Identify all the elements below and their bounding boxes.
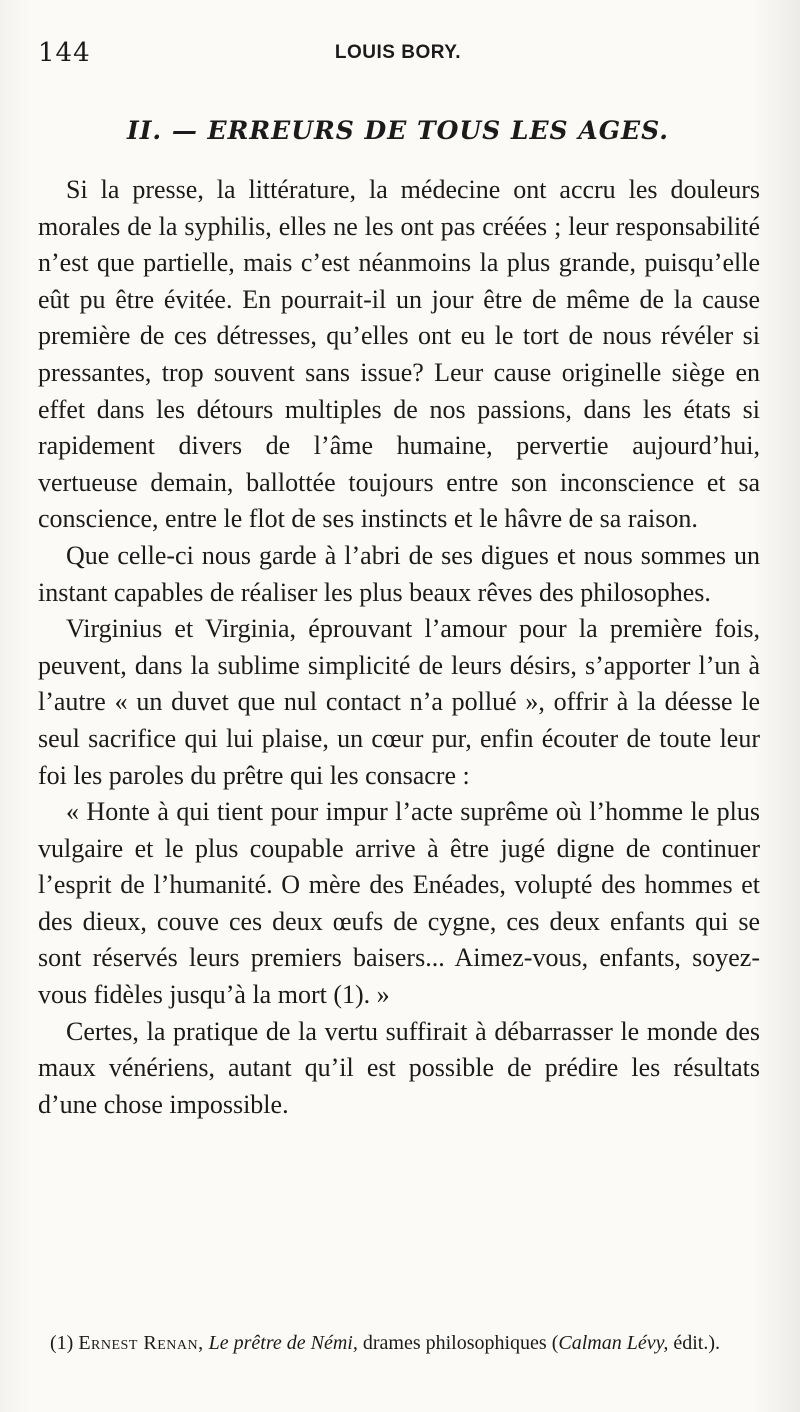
paragraph: Certes, la pratique de la vertu suffirait à débarrasser le monde des maux vénériens, autant qu’il est possible de prédire les résultats d’une chose impossible. — [38, 1016, 760, 1119]
footnote-work-title: Le prêtre de Némi, — [208, 1332, 358, 1354]
footnote-marker: (1) — [50, 1332, 74, 1354]
running-title: LOUIS BORY. — [334, 42, 462, 63]
footnote-author: Ernest Renan, — [78, 1332, 204, 1354]
page-number: 144 — [38, 38, 91, 68]
running-head — [38, 38, 758, 74]
footnote — [38, 1330, 760, 1356]
section-title: II. — ERREURS DE TOUS LES AGES. — [127, 116, 669, 145]
footnote-description: drames philosophiques ( — [362, 1332, 559, 1354]
footnote-end: édit.). — [673, 1332, 721, 1354]
paragraph: Virginius et Virginia, éprouvant l’amour pour la première fois, peuvent, dans la sublime simplicité de leurs désirs, s’apporter l’un à l’autre « un duvet que nul contact n’a pollué », offrir à la déesse le seul sacrifice qui lui plaise, un cœur pur, enfin écouter de toute leur foi les paroles du prêtre qui les consacre : — [38, 614, 760, 790]
body-text — [38, 172, 760, 1123]
paragraph: Que celle-ci nous garde à l’abri de ses digues et nous sommes un instant capables de réaliser les plus beaux rêves des philosophes. — [38, 540, 760, 607]
paragraph: Si la presse, la littérature, la médecine ont accru les douleurs morales de la syphilis, elles ne les ont pas créées ; leur responsabilité n’est que partielle, mais c’est néanmoins la plus grande, puisqu’elle eût pu être évitée. En pourrait-il un jour être de même de la cause première de ces détresses, qu’elles ont eu le tort de nous révéler si pressantes, trop souvent sans issue? Leur cause originelle siège en effet dans les détours multiples de nos passions, dans les états si rapidement divers de l’âme humaine, pervertie aujourd’hui, vertueuse demain, ballottée toujours entre son inconscience et sa conscience, entre le flot de ses instincts et le hâvre de sa raison. — [38, 175, 760, 534]
quotation-paragraph: « Honte à qui tient pour impur l’acte suprême où l’homme le plus vulgaire et le plus coupable arrive à être jugé digne de continuer l’esprit de l’humanité. O mère des Enéades, volupté des hommes et des dieux, couve ces deux œufs de cygne, ces deux enfants qui se sont réservés leurs premiers baisers... Aimez-vous, enfants, soyez-vous fidèles jusqu’à la mort (1). » — [38, 797, 760, 1010]
footnote-publisher: Calman Lévy, — [558, 1332, 669, 1354]
